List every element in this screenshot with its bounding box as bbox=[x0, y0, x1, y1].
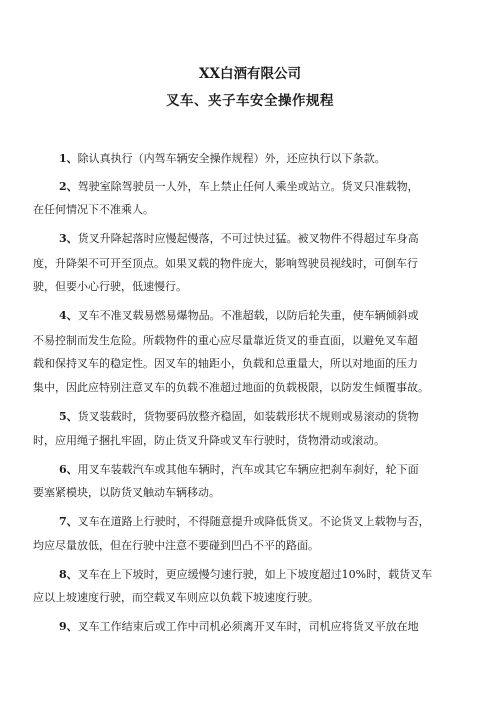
item-first-line bbox=[59, 152, 386, 166]
company-prefix: XX bbox=[199, 66, 220, 82]
item-number: 1、 bbox=[59, 152, 78, 165]
item-number: 3、 bbox=[59, 232, 78, 245]
line-text: 叉车工作结束后或工作中司机必须离开叉车时，司机应将货叉平放在地 bbox=[77, 620, 419, 633]
item-number: 7、 bbox=[59, 515, 78, 528]
item-continuation-line bbox=[33, 257, 418, 271]
line-text: 用叉车装载汽车或其他车辆时，汽车或其它车辆应把刹车刹好，轮下面 bbox=[77, 463, 419, 476]
item-first-line bbox=[59, 232, 419, 246]
line-text: 要塞紧模块，以防货叉触动车辆移动。 bbox=[33, 486, 220, 499]
item-first-line bbox=[59, 180, 419, 194]
line-text: 叉车不准叉载易燃易爆物品。不准超载，以防后轮失重，使车辆倾斜或 bbox=[77, 309, 419, 322]
line-text: 集中，因此应特别注意叉车的负载不准超过地面的负载极限，以防发生倾覆事故。 bbox=[33, 381, 429, 394]
item-first-line bbox=[59, 463, 419, 477]
item-continuation-line bbox=[33, 280, 187, 294]
line-text: 载和保持叉车的稳定性。因叉车的轴距小，负载和总重量大，所以对地面的压力 bbox=[33, 357, 418, 370]
item-continuation-line bbox=[33, 539, 319, 553]
item-continuation-line bbox=[33, 381, 429, 395]
line-text: 均应尽量放低，但在行驶中注意不要碰到凹凸不平的路面。 bbox=[33, 539, 319, 552]
item-continuation-line bbox=[33, 434, 385, 448]
item-number: 2、 bbox=[59, 180, 78, 193]
line-text: 驶，但要小心行驶，低速慢行。 bbox=[33, 280, 187, 293]
company-name bbox=[0, 66, 500, 82]
item-number: 8、 bbox=[59, 568, 78, 581]
line-text: 时，应用绳子捆扎牢固，防止货叉升降或叉车行驶时，货物滑动或滚动。 bbox=[33, 434, 385, 447]
document-title: 叉车、夹子车安全操作规程 bbox=[166, 93, 334, 109]
line-text: 货叉升降起落时应慢起慢落，不可过快过猛。被叉物件不得超过车身高 bbox=[77, 232, 419, 245]
item-first-line bbox=[59, 620, 419, 634]
item-first-line bbox=[59, 568, 432, 582]
item-continuation-line bbox=[33, 486, 220, 500]
item-continuation-line bbox=[33, 334, 418, 348]
line-text: 除认真执行（内驾车辆安全操作规程）外，还应执行以下条款。 bbox=[77, 152, 386, 165]
item-first-line bbox=[59, 309, 419, 323]
line-text: 叉车在道路上行驶时，不得随意提升或降低货叉。不论货叉上载物与否， bbox=[77, 515, 430, 528]
item-number: 9、 bbox=[59, 620, 78, 633]
item-first-line bbox=[59, 410, 419, 424]
item-number: 5、 bbox=[59, 410, 78, 423]
line-text: 度，升降架不可开至顶点。如果叉载的物件庞大，影响驾驶员视线时，可倒车行 bbox=[33, 257, 418, 270]
item-continuation-line bbox=[33, 203, 154, 217]
line-text: 应以上坡速度行驶，而空载叉车则应以负载下坡速度行驶。 bbox=[33, 591, 319, 604]
item-number: 6、 bbox=[59, 463, 78, 476]
line-text: 驾驶室除驾驶员一人外，车上禁止任何人乘坐或站立。货叉只准载物， bbox=[77, 180, 419, 193]
item-continuation-line bbox=[33, 591, 319, 605]
item-continuation-line bbox=[33, 357, 418, 371]
company-suffix: 白酒有限公司 bbox=[219, 66, 301, 82]
item-number: 4、 bbox=[59, 309, 78, 322]
item-first-line bbox=[59, 515, 430, 529]
line-text: 在任何情况下不准乘人。 bbox=[33, 203, 154, 216]
line-text: 叉车在上下坡时，更应缓慢匀速行驶，如上下坡度超过10%时，载货叉车 bbox=[77, 568, 433, 581]
line-text: 货叉装载时，货物要码放整齐稳固，如装载形状不规则或易滚动的货物 bbox=[77, 410, 419, 423]
line-text: 不易控制而发生危险。所载物件的重心应尽量靠近货叉的垂直面，以避免叉车超 bbox=[33, 334, 418, 347]
